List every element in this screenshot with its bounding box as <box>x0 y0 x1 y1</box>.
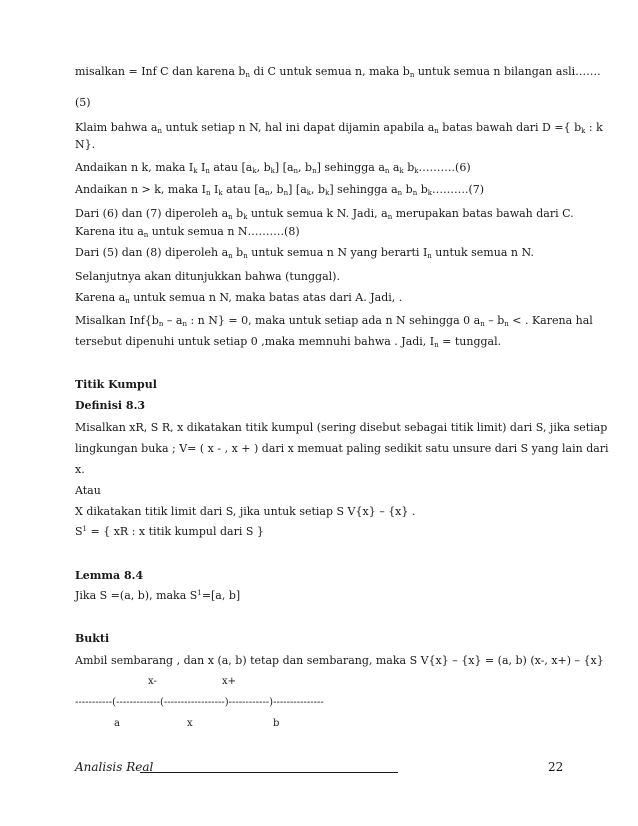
text-line: Andaikan n > k, maka $I_n$ $I_k$ atau [$a_n$, $b_n$] [$a_k$, $b_k$] sehingga $a_n$ $b_n$ $b_k\dots\dots\dots.(7)$ <box>75 183 485 197</box>
text-line: Karena $a_n$ untuk semua n N, maka batas atas dari A. Jadi, . <box>75 291 403 305</box>
footer-rule <box>140 772 398 773</box>
text-line: Atau <box>75 484 101 497</box>
text-line: (5) <box>75 96 91 109</box>
interval-label-a: a <box>114 718 120 729</box>
section-heading: Titik Kumpul <box>75 378 157 391</box>
text-line: Dari (6) dan (7) diperoleh $a_n$ $b_k$ untuk semua k N. Jadi, $a_n$ merupakan batas bawah dari C. <box>75 207 574 221</box>
definition-heading: Definisi 8.3 <box>75 399 146 412</box>
text-line: lingkungan buka ; V= ( x - , x + ) dari x memuat paling sedikit satu unsure dari S yang lain dari <box>75 442 609 455</box>
text-line: Andaikan n k, maka $I_k$ $I_n$ atau [$a_k$, $b_k$] [$a_n$, $b_n$] sehingga $a_n$ $a_k$ $b_k\dots\dots\dots.(6)$ <box>75 161 471 175</box>
text-line: misalkan = Inf C dan karena $b_n$ di C untuk semua n, maka $b_n$ untuk semua n bilangan asli……. <box>75 65 601 79</box>
lemma-heading: Lemma 8.4 <box>75 569 144 582</box>
text-line: Ambil sembarang , dan x (a, b) tetap dan sembarang, maka S V{x} – {x} = (a, b) (x-, x+) – {x} <box>75 654 604 667</box>
text-line: Selanjutnya akan ditunjukkan bahwa (tunggal). <box>75 270 340 283</box>
page-number: 22 <box>548 760 564 774</box>
text-line: Misalkan xR, S R, x dikatakan titik kumpul (sering disebut sebagai titik limit) dari S, jika setiap <box>75 421 608 434</box>
interval-label-x-plus: x+ <box>222 676 237 687</box>
proof-heading: Bukti <box>75 632 110 645</box>
text-line: $S^1$ = { xR : x titik kumpul dari S } <box>75 525 264 538</box>
number-line: -----------(-------------(------------------)------------)--------------- <box>75 697 324 708</box>
text-line: Klaim bahwa $a_n$ untuk setiap n N, hal ini dapat dijamin apabila $a_n$ batas bawah dari D ={ $b_k$ : k <box>75 121 603 135</box>
text-line: X dikatakan titik limit dari S, jika untuk setiap S V{x} – {x} . <box>75 505 416 518</box>
text-line: Dari (5) dan (8) diperoleh $a_n$ $b_n$ untuk semua n N yang berarti $I_n$ untuk semua n N. <box>75 246 534 260</box>
text-line: Jika S =(a, b), maka $S^1=[a$, b] <box>75 589 241 602</box>
interval-label-x: x <box>187 718 193 729</box>
interval-label-x-minus: x- <box>148 676 157 687</box>
text-line: Misalkan $Inf\{b_n - a_n$ : n N} = 0, maka untuk setiap ada n N sehingga 0 $a_n - b_n$ < . Karena hal <box>75 314 593 328</box>
text-line: tersebut dipenuhi untuk setiap 0 ,maka memnuhi bahwa . Jadi, $I_n$ = tunggal. <box>75 335 502 349</box>
interval-label-b: b <box>273 718 280 729</box>
footer-title: Analisis Real <box>75 760 154 774</box>
text-line: Karena itu $a_n$ untuk semua n N……….(8) <box>75 225 300 239</box>
text-line: x. <box>75 463 85 476</box>
text-line: N}. <box>75 138 96 151</box>
